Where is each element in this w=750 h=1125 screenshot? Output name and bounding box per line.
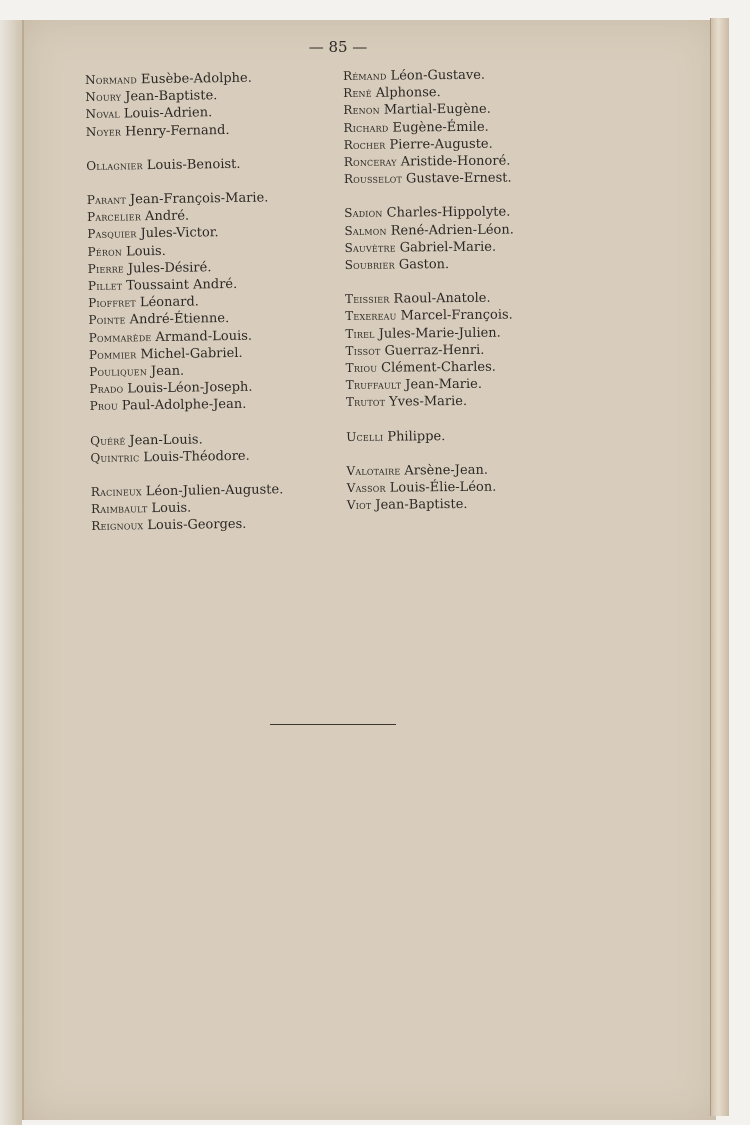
letter-group-v	[346, 461, 606, 515]
book-spine	[0, 20, 22, 1125]
given-names: Gaston.	[398, 257, 450, 273]
surname: Rocher	[343, 137, 386, 152]
surname: Quintric	[90, 450, 140, 465]
given-names: Louis-Léon-Joseph.	[127, 379, 253, 397]
surname: Racineux	[90, 484, 142, 500]
page-number: — 85 —	[308, 38, 368, 56]
letter-group-t	[345, 289, 606, 412]
name-entry	[90, 446, 350, 467]
surname: Parant	[86, 192, 127, 208]
given-names: Louis-Élie-Léon.	[389, 479, 497, 496]
given-names: Jean-Marie.	[405, 377, 483, 393]
surname: Renon	[343, 103, 380, 118]
surname: Salmon	[344, 223, 387, 238]
given-names: Clément-Charles.	[381, 359, 496, 376]
surname: Tirel	[345, 326, 375, 341]
surname: Pioffret	[88, 295, 137, 311]
given-names: Jean-François-Marie.	[129, 190, 269, 208]
given-names: Charles-Hippolyte.	[386, 204, 511, 222]
given-names: Louis-Adrien.	[123, 105, 213, 122]
given-names: Eusèbe-Adolphe.	[140, 70, 252, 88]
name-entry	[91, 515, 351, 536]
given-names: Louis.	[151, 500, 192, 517]
name-entry	[345, 255, 605, 274]
surname: Noyer	[85, 124, 122, 139]
letter-group-u	[346, 426, 606, 445]
end-rule	[270, 724, 396, 725]
name-entry	[344, 169, 604, 188]
letter-group-s	[344, 203, 605, 274]
surname: Truffault	[345, 377, 402, 393]
given-names: Jules-Désiré.	[127, 260, 212, 277]
given-names: Jules-Victor.	[140, 225, 219, 242]
surname: Normand	[85, 72, 138, 87]
page-edge	[710, 18, 729, 1116]
surname: Pommarède	[88, 329, 152, 345]
letter-group-n	[85, 68, 346, 140]
given-names: Paul-Adolphe-Jean.	[121, 397, 247, 414]
surname: Pillet	[87, 278, 123, 294]
given-names: Louis.	[125, 243, 166, 260]
given-names: Michel-Gabriel.	[140, 345, 243, 363]
surname: Viot	[346, 498, 372, 513]
surname: Pasquier	[87, 226, 137, 242]
name-entry	[86, 120, 346, 141]
surname: Rousselot	[343, 171, 403, 187]
given-names: Gabriel-Marie.	[399, 239, 497, 256]
name-entry	[347, 495, 607, 514]
surname: Parcelier	[86, 209, 142, 225]
surname: René	[343, 85, 372, 101]
surname: Prado	[89, 381, 124, 397]
surname: Pointe	[88, 312, 126, 328]
given-names: Léon-Julien-Auguste.	[145, 482, 284, 500]
given-names: Jean-Baptiste.	[125, 88, 218, 105]
surname: Soubrier	[344, 257, 395, 273]
surname: Trutot	[345, 395, 386, 410]
given-names: André-Étienne.	[129, 311, 230, 328]
surname: Tissot	[345, 343, 381, 358]
given-names: René-Adrien-Léon.	[390, 222, 514, 239]
given-names: Jean.	[150, 363, 185, 380]
given-names: Gustave-Ernest.	[405, 170, 512, 187]
given-names: Louis-Théodore.	[143, 448, 250, 466]
surname: Ronceray	[343, 154, 397, 170]
name-entry	[90, 395, 350, 416]
given-names: Henry-Fernand.	[124, 122, 230, 140]
left-name-column	[85, 68, 352, 552]
surname: Teissier	[344, 291, 390, 307]
name-entry	[86, 154, 346, 175]
given-names: Léonard.	[139, 294, 199, 311]
surname: Quéré	[90, 433, 126, 448]
surname: Noval	[85, 106, 120, 122]
letter-group-p	[87, 188, 350, 415]
given-names: Toussaint André.	[126, 276, 238, 294]
surname: Valotaire	[346, 463, 401, 478]
surname: Triou	[345, 360, 378, 376]
letter-group-r	[91, 480, 352, 535]
given-names: Jean-Baptiste.	[375, 497, 468, 513]
given-names: Jules-Marie-Julien.	[378, 325, 501, 342]
surname: Raimbault	[91, 501, 148, 517]
surname: Sadion	[344, 206, 383, 221]
given-names: Raoul-Anatole.	[393, 290, 491, 307]
given-names: Guerraz-Henri.	[384, 342, 485, 359]
given-names: Pierre-Auguste.	[389, 136, 493, 153]
name-entry	[346, 392, 606, 411]
name-entry	[346, 426, 606, 445]
letter-group-r	[343, 66, 604, 189]
surname: Pommier	[88, 347, 137, 362]
given-names: Marcel-François.	[400, 307, 513, 324]
given-names: Louis-Georges.	[147, 517, 247, 534]
surname: Rémand	[343, 68, 387, 83]
given-names: Arsène-Jean.	[404, 462, 489, 479]
given-names: Eugène-Émile.	[392, 119, 489, 136]
given-names: Philippe.	[387, 428, 446, 445]
given-names: Martial-Eugène.	[383, 102, 491, 119]
letter-group-q	[90, 429, 350, 467]
surname: Reignoux	[91, 518, 144, 534]
surname: Richard	[343, 120, 389, 135]
surname: Prou	[89, 399, 118, 414]
given-names: Jean-Louis.	[129, 432, 203, 449]
surname: Noury	[85, 89, 122, 105]
surname: Texereau	[345, 308, 397, 324]
surname: Sauvètre	[344, 240, 396, 255]
given-names: André.	[144, 208, 190, 225]
letter-group-o	[86, 154, 346, 175]
given-names: Aristide-Honoré.	[400, 153, 511, 170]
surname: Ollagnier	[86, 158, 143, 173]
surname: Pouliquen	[89, 364, 148, 380]
surname: Pierre	[87, 261, 125, 276]
surname: Ucelli	[346, 429, 384, 444]
given-names: Yves-Marie.	[389, 394, 468, 411]
given-names: Alphonse.	[375, 85, 441, 101]
given-names: Louis-Benoist.	[146, 156, 241, 173]
surname: Péron	[87, 244, 123, 259]
right-name-column	[343, 66, 607, 532]
surname: Vassor	[346, 480, 386, 496]
given-names: Armand-Louis.	[155, 328, 253, 345]
given-names: Léon-Gustave.	[390, 67, 486, 84]
